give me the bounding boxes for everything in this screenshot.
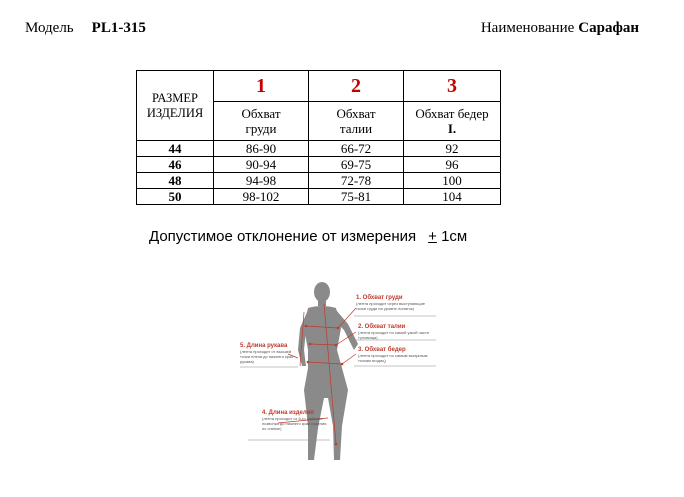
table-cell: 96 <box>404 157 501 173</box>
column-number-1: 1 <box>214 71 309 102</box>
annotation-title: 2. Обхват талии <box>358 324 406 330</box>
plus-minus-sign: + <box>428 228 437 245</box>
row-size: 44 <box>137 141 214 157</box>
tolerance-note <box>149 228 467 245</box>
column-number-2: 2 <box>309 71 404 102</box>
annotation-desc: (лента проходит по самым выпуклым точкам ягодиц) <box>358 353 428 363</box>
annotation-desc: (лента проходит от высшей точки плеча до нижнего края рукава) <box>240 349 294 364</box>
annotation-sleeve <box>240 343 300 364</box>
annotation-desc: (лента проходит через выступающие точки груди на уровне лопаток) <box>356 301 426 311</box>
table-cell: 98-102 <box>214 189 309 205</box>
size-header-line1: РАЗМЕР <box>151 90 199 105</box>
table-cell: 86-90 <box>214 141 309 157</box>
model-label: Модель <box>25 20 74 36</box>
annotation-length <box>262 410 330 431</box>
size-table <box>136 70 501 205</box>
column-label-text: I. <box>447 121 457 136</box>
annotation-desc: (лента проходит от 6-го шейного позвонка до нижнего края изделия по спинке) <box>262 416 327 431</box>
table-cell: 66-72 <box>309 141 404 157</box>
table-cell: 90-94 <box>214 157 309 173</box>
table-row <box>137 141 501 157</box>
size-header-line2: ИЗДЕЛИЯ <box>146 105 204 120</box>
row-size: 48 <box>137 173 214 189</box>
size-header-cell <box>137 71 214 141</box>
table-cell: 94-98 <box>214 173 309 189</box>
table-cell: 69-75 <box>309 157 404 173</box>
tolerance-value: 1см <box>441 228 468 245</box>
table-row <box>137 189 501 205</box>
column-number-3: 3 <box>404 71 501 102</box>
annotation-chest <box>356 295 436 311</box>
measurement-figure <box>238 278 438 468</box>
column-label-text: Обхват <box>241 106 281 121</box>
annotation-title: 3. Обхват бедер <box>358 347 406 353</box>
row-size: 46 <box>137 157 214 173</box>
table-row <box>137 157 501 173</box>
tolerance-text: Допустимое отклонение от измерения <box>149 228 417 245</box>
annotation-desc: (лента проходит по самой узкой части туловища) <box>358 330 430 340</box>
product-name-label: Наименование <box>480 20 575 36</box>
table-cell: 72-78 <box>309 173 404 189</box>
table-cell: 92 <box>404 141 501 157</box>
model-code: PL1-315 <box>91 20 146 36</box>
column-label-text: талии <box>339 121 373 136</box>
table-cell: 104 <box>404 189 501 205</box>
annotation-title: 4. Длина изделия <box>262 410 314 416</box>
column-label-hips <box>404 102 501 141</box>
row-size: 50 <box>137 189 214 205</box>
column-label-chest <box>214 102 309 141</box>
column-label-text: Обхват бедер <box>415 106 489 121</box>
annotation-title: 1. Обхват груди <box>356 295 403 301</box>
annotation-waist <box>358 324 436 340</box>
annotation-hips <box>358 347 436 363</box>
column-label-text: Обхват <box>336 106 376 121</box>
column-label-waist <box>309 102 404 141</box>
table-row <box>137 173 501 189</box>
table-cell: 75-81 <box>309 189 404 205</box>
annotation-title: 5. Длина рукава <box>240 343 288 349</box>
product-name: Сарафан <box>578 20 639 36</box>
model-header <box>25 20 146 37</box>
product-name-header <box>481 20 639 37</box>
column-label-text: груди <box>245 121 277 136</box>
body-silhouette <box>298 282 358 460</box>
table-cell: 100 <box>404 173 501 189</box>
